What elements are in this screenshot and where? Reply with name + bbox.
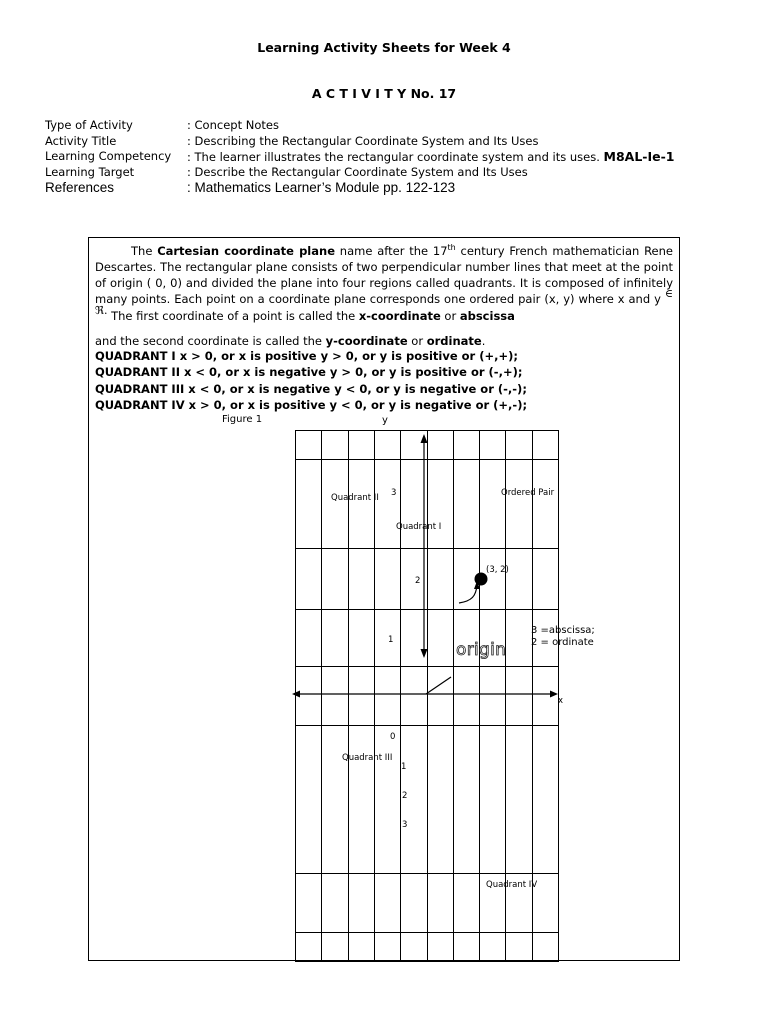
abscissa-note: 3 =abscissa; [531,625,595,636]
ordinate-note: 2 = ordinate [531,637,594,648]
meta-value: : The learner illustrates the rectangular coordinate system and its uses. [187,150,600,164]
document-title: Learning Activity Sheets for Week 4 [257,40,511,55]
x-axis [292,691,558,698]
meta-key: References [45,180,115,195]
x-axis-label: x [558,696,564,706]
element-of-reals-symbol: ∈ ℜ. [95,286,673,317]
y-tick-3: 3 [391,488,397,498]
term-x-coordinate: x-coordinate [358,308,441,323]
meta-value: : Describe the Rectangular Coordinate System and Its Uses [187,164,528,179]
point-callout-curve [459,585,477,603]
figure-caption: Figure 1 [222,414,263,425]
quadrant-4-rule: QUADRANT IV x > 0, or x is positive y < 0, or y is negative or (+,-); [95,398,528,412]
origin-label: origin [456,640,507,660]
y-tick-neg-2: 2 [402,791,408,801]
coordinate-note [531,625,595,649]
competency-code: M8AL-Ie-1 [603,149,675,164]
para-text: The [131,243,158,258]
quadrant-1-rule: QUADRANT I x > 0, or x is positive y > 0, or y is positive or (+,+); [95,349,518,363]
meta-value: : Concept Notes [187,118,279,132]
quadrant-4-label: Quadrant IV [486,880,538,890]
meta-key: Activity Title [45,133,117,148]
y-tick-neg-1: 1 [401,762,407,772]
quadrant-1-label: Quadrant I [396,522,442,532]
quadrant-3-rule: QUADRANT III x < 0, or x is negative y < 0, or y is negative or (-,-); [95,382,527,396]
y-axis-label: y [382,415,388,426]
y-tick-neg-3: 3 [402,820,408,830]
para-text: . [481,333,486,348]
origin-tick-0: 0 [390,732,396,742]
y-tick-2: 2 [415,576,421,586]
y-axis [421,434,428,658]
term-ordinate: ordinate [426,333,482,348]
meta-value: : Mathematics Learner’s Module pp. 122-123 [187,180,456,195]
para-text: and the second coordinate is called the [95,333,326,348]
para-text: name after the 17 [335,243,448,258]
term-abscissa: abscissa [459,308,515,323]
meta-key: Type of Activity [45,118,133,132]
meta-key: Learning Competency [45,149,172,163]
origin-pointer [426,677,451,694]
y-tick-1: 1 [388,635,394,645]
superscript: th [447,243,456,252]
point-label: (3, 2) [486,565,509,575]
para-text: or [407,333,427,348]
para-text: The first coordinate of a point is called the [107,308,359,323]
meta-key: Learning Target [45,164,135,179]
activity-number: A C T I V I T Y No. 17 [311,86,457,101]
quadrant-2-label: Quadrant II [331,493,379,503]
ordered-pair-label: Ordered Pair [501,488,555,498]
term-y-coordinate: y-coordinate [325,333,408,348]
meta-value: : Describing the Rectangular Coordinate System and Its Uses [187,133,539,148]
para-text: or [440,308,460,323]
term-cartesian: Cartesian coordinate plane [157,243,336,258]
para-text: century French mathematician Rene Descartes. The rectangular plane consists of two perpendicular number lines that meet at the point of origin ( 0, 0) and divided the plane into four regions called quadrants. It is composed of infinitely many points. Each point on a coordinate plane corresponds one ordered pair (x, y) where x and y [95,243,673,306]
quadrant-3-label: Quadrant III [342,753,393,763]
quadrant-2-rule: QUADRANT II x < 0, or x is negative y > 0, or y is positive or (-,+); [95,365,523,379]
